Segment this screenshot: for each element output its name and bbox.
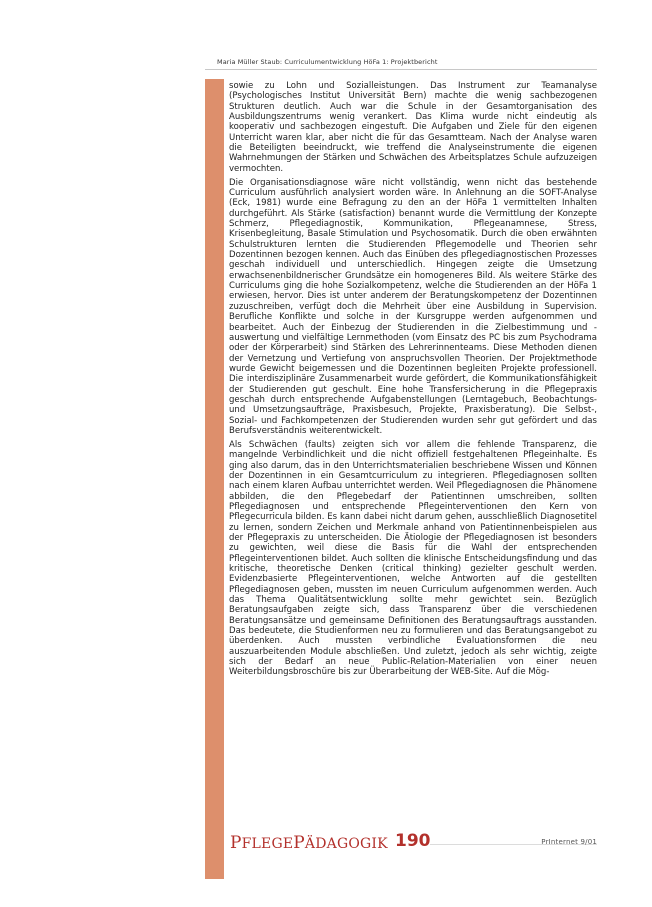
journal-initial-p: P [230, 833, 242, 853]
running-head: Maria Müller Staub: Curriculumentwicklung HöFa 1: Projektbericht [217, 58, 438, 66]
paragraph: sowie zu Lohn und Sozialleistungen. Das Instrument zur Teamanalyse (Psychologisches Institut Universität Bern) machte die wenig sachbezogenen Strukturen deutlich. Auch war die Schule in der Gesamtorganisation des Ausbildungszentrums wenig verankert. Das Klima wurde nicht eindeutig als kooperativ und sachbezogen eingestuft. Die Aufgaben und Ziele für den eigenen Unterricht waren klar, aber nicht die für das Gesamtteam. Nach der Analyse waren die Beteiligten beeindruckt, wie treffend die Analyseinstrumente die eigenen Wahrnehmungen der Stärken und Schwächen des Arbeitsplatzes Schule aufzuzeigen vermochten. [229, 81, 597, 174]
sidebar-color-bar [205, 79, 224, 879]
paragraph: Die Organisationsdiagnose wäre nicht vollständig, wenn nicht das bestehende Curriculum ausführlich analysiert worden wäre. In Anlehnung an die SOFT-Analyse (Eck, 1981) wurde eine Befragung zu den an der HöFa 1 vermittelten Inhalten durchgeführt. Als Stärke (satisfaction) benannt wurde die Vermittlung der Konzepte Schmerz, Pflegediagnostik, Kommunikation, Pflegeanamnese, Stress, Krisenbegleitung, Basale Stimulation und Psychosomatik. Durch die oben erwähnten Schulstrukturen lernten die Studierenden Pflegemodelle und Theorien sehr Dozentinnen bezogen kennen. Auch das Einüben des pflegediagnostischen Prozesses geschah individuell und unterschiedlich. Hingegen zeigte die Umsetzung erwachsenenbildnerischer Grundsätze ein homogeneres Bild. Als weitere Stärke des Curriculums ging die hohe Sozialkompetenz, welche die Studierenden an der HöFa 1 erwiesen, hervor. Dies ist unter anderem der Beratungskompetenz der Dozentinnen zuzuschreiben, verfügt doch die Mehrheit über eine Ausbildung in Supervision. Berufliche Konflikte und solche in der Kursgruppe werden aufgenommen und bearbeitet. Auch der Einbezug der Studierenden in die Zielbestimmung und -auswertung und vielfältige Lernmethoden (vom Einsatz des PC bis zum Psychodrama oder der Körperarbeit) sind Stärken des Lehrerinnenteams. Diese Methoden dienen der Vernetzung und Vertiefung von anspruchsvollen Theorien. Der Projektmethode wurde Gewicht beigemessen und die Dozentinnen begleiten Projekte professionell. Die interdisziplinäre Zusammenarbeit wurde gefördert, die Kommunikationsfähigkeit der Studierenden gut geschult. Eine hohe Transfersicherung in die Pflegepraxis geschah durch entsprechende Aufgabenstellungen (Lerntagebuch, Beobachtungs- und Umsetzungsaufträge, Praxisbesuch, Projekte, Praxisberatung). Die Selbst-, Sozial- und Fachkompetenzen der Studierenden wurden sehr gut gefördert und das Berufsverständnis weiterentwickelt. [229, 177, 597, 436]
article-body [229, 81, 597, 681]
paragraph: Als Schwächen (faults) zeigten sich vor allem die fehlende Transparenz, die mangelnde Verbindlichkeit und die nicht offiziell festgehaltenen Pflegeinhalte. Es ging also darum, das in den Unterrichtsmaterialien beschriebene Wissen und Können der Dozentinnen in ein Gesamtcurriculum zu integrieren. Pflegediagnosen sollten nach einem klaren Aufbau unterrichtet werden. Weil Pflegediagnosen die Phänomene abbilden, die den Pflegebedarf der Patientinnen umschreiben, sollten Pflegediagnosen und entsprechende Pflegeinterventionen den Kern von Pflegecurricula bilden. Es kann dabei nicht darum gehen, ausschließlich Diagnosetitel zu lernen, sondern Zeichen und Merkmale anhand von Patientinnenbeispielen aus der Pflegepraxis zu unterscheiden. Die Ätiologie der Pflegediagnosen ist besonders zu gewichten, weil diese die Basis für die Wahl der entsprechenden Pflegeinterventionen bildet. Auch sollten die klinische Entscheidungsfindung und das kritische, theoretische Denken (critical thinking) gezielter geschult werden. Evidenzbasierte Pflegeinterventionen, welche Antworten auf die gestellten Pflegediagnosen geben, mussten im neuen Curriculum aufgenommen werden. Auch das Thema Qualitätsentwicklung sollte mehr gewichtet sein. Bezüglich Beratungsaufgaben zeigte sich, dass Transparenz über die verschiedenen Beratungsansätze und gemeinsame Definitionen des Beratungsauftrags ausstanden. Das bedeutete, die Studienformen neu zu formulieren und das Beratungsangebot zu überdenken. Auch mussten verbindliche Evaluationsformen die neu auszuarbeitenden Module abschließen. Und zuletzt, jedoch als sehr wichtig, zeigte sich der Bedarf an neue Public-Relation-Materialien von einer neuen Weiterbildungsbroschüre bis zur Überarbeitung der WEB-Site. Auf die Mög- [229, 439, 597, 678]
publication-date: PrInternet 9/01 [541, 838, 597, 846]
journal-word-2: ÄDAGOGIK [304, 836, 388, 852]
journal-title [230, 833, 388, 853]
journal-initial-p2: P [293, 833, 305, 853]
issue-number: 190 [395, 831, 431, 851]
journal-word-1: FLEGE [241, 836, 294, 852]
